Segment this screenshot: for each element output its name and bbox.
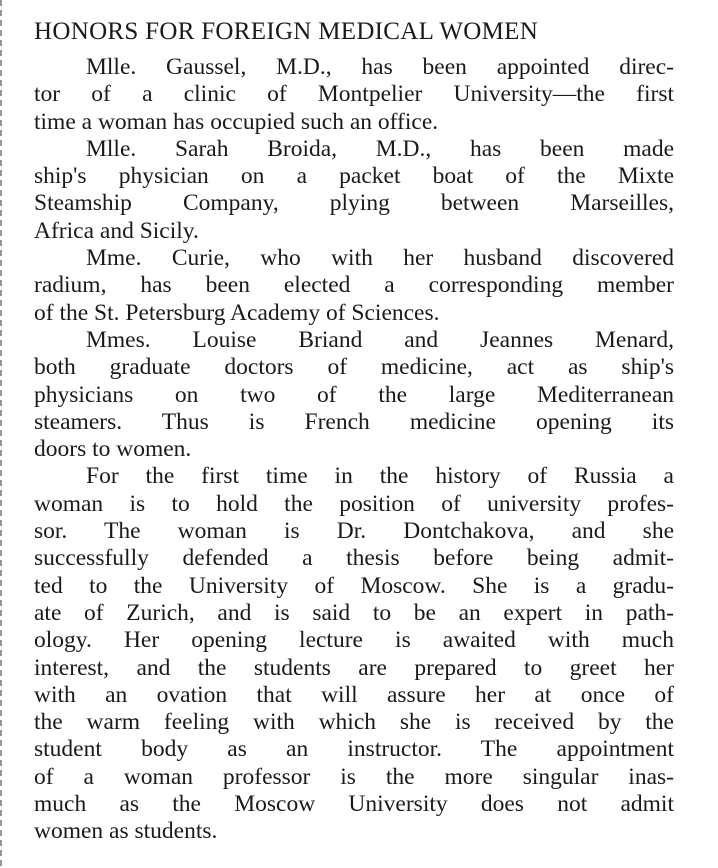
text-line: sor. The woman is Dr. Dontchakova, and she [34,518,674,545]
text-line: ate of Zurich, and is said to be an expert in path- [34,599,674,626]
text-line: student body as an instructor. The appointment [34,736,674,763]
text-line: woman is to hold the position of university profes- [34,490,674,517]
article-body [34,54,674,846]
paragraph-broida [34,136,674,245]
text-line: Mlle. Sarah Broida, M.D., has been made [86,135,674,162]
text-line: doors to women. [34,436,192,463]
text-line: Africa and Sicily. [34,217,199,244]
text-line: both graduate doctors of medicine, act as ship's [34,354,674,381]
paragraph-dontchakova [34,463,674,845]
text-line: For the first time in the history of Russia a [86,463,674,490]
text-line: radium, has been elected a corresponding member [34,272,674,299]
text-line: tor of a clinic of Montpelier University—the first [34,81,674,108]
text-line: physicians on two of the large Mediterranean [34,381,674,408]
text-line: successfully defended a thesis before being admit- [34,545,674,572]
text-line: of the St. Petersburg Academy of Sciences. [34,299,440,326]
paragraph-curie [34,245,674,327]
text-line: much as the Moscow University does not admit [34,791,674,818]
text-line: ology. Her opening lecture is awaited with much [34,627,674,654]
paragraph-briand-menard [34,327,674,463]
text-line: the warm feeling with which she is received by the [34,709,674,736]
text-line: women as students. [34,818,218,845]
text-line: ship's physician on a packet boat of the Mixte [34,163,674,190]
text-line: with an ovation that will assure her at once of [34,681,674,708]
text-line: steamers. Thus is French medicine opening its [34,408,674,435]
text-line: interest, and the students are prepared to greet her [34,654,674,681]
text-line: Steamship Company, plying between Marseilles, [34,190,674,217]
text-line: Mme. Curie, who with her husband discovered [86,245,674,272]
text-line: time a woman has occupied such an office. [34,108,439,135]
text-line: ted to the University of Moscow. She is a gradu- [34,572,674,599]
text-line: Mmes. Louise Briand and Jeannes Menard, [86,326,674,353]
article-heading: HONORS FOR FOREIGN MEDICAL WOMEN [34,18,539,45]
text-line: of a woman professor is the more singular inas- [34,763,674,790]
paragraph-gaussel [34,54,674,136]
text-line: Mlle. Gaussel, M.D., has been appointed direc- [86,54,674,80]
scan-edge-mark [0,0,2,868]
